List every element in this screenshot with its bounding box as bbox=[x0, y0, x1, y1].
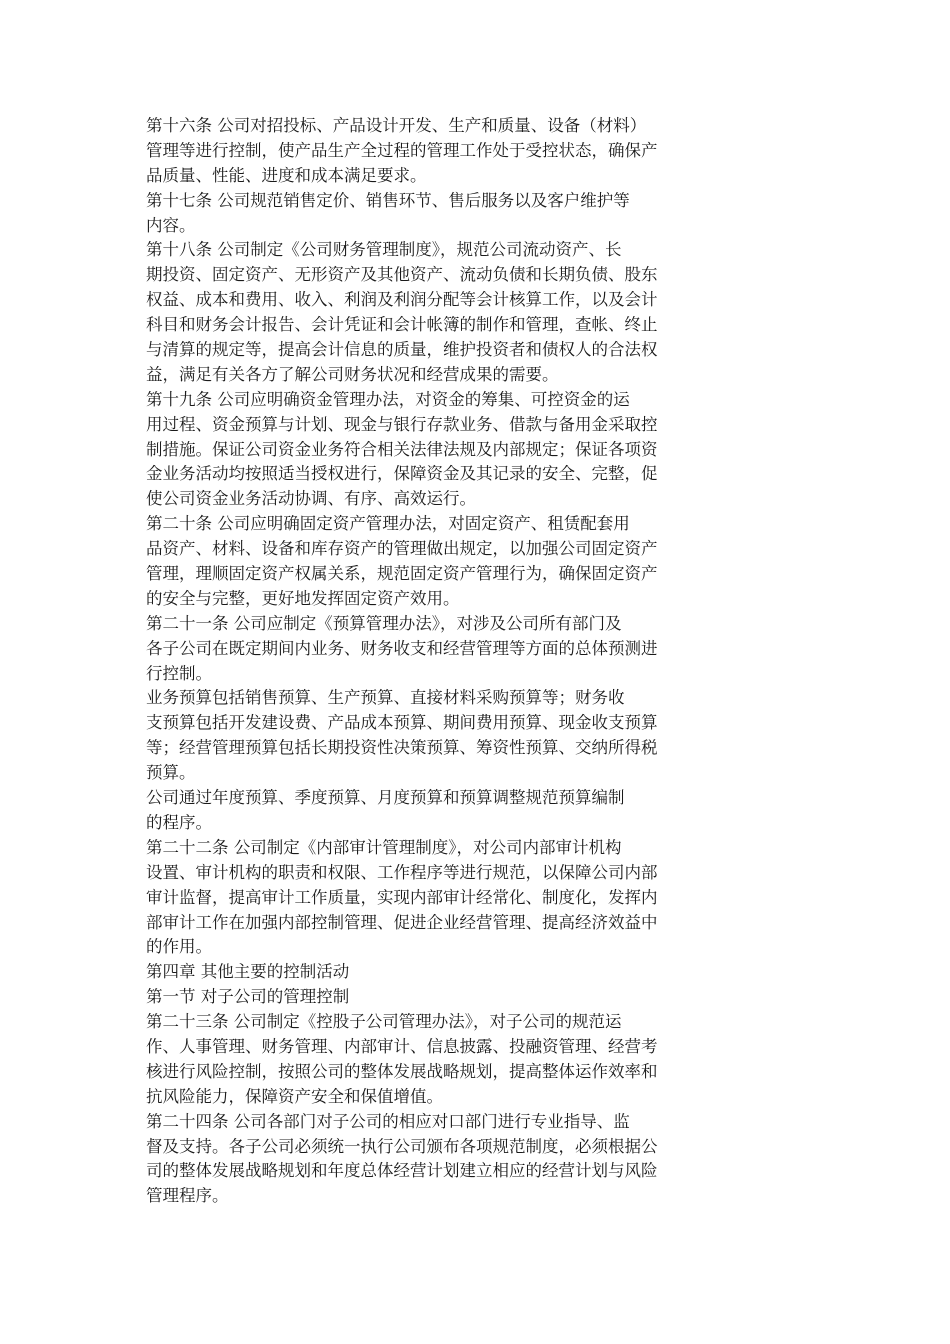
text-line: 第十八条 公司制定《公司财务管理制度》，规范公司流动资产、长 bbox=[146, 240, 622, 260]
text-line: 等；经营管理预算包括长期投资性决策预算、筹资性预算、交纳所得税 bbox=[146, 738, 658, 758]
text-line: 与清算的规定等，提高会计信息的质量，维护投资者和债权人的合法权 bbox=[146, 340, 658, 360]
text-line: 作、人事管理、财务管理、内部审计、信息披露、投融资管理、经营考 bbox=[146, 1036, 658, 1056]
text-line: 支预算包括开发建设费、产品成本预算、期间费用预算、现金收支预算 bbox=[146, 713, 658, 733]
text-line: 制措施。保证公司资金业务符合相关法律法规及内部规定；保证各项资 bbox=[146, 439, 658, 459]
text-line: 第十九条 公司应明确资金管理办法，对资金的筹集、可控资金的运 bbox=[146, 389, 630, 409]
section-heading: 第一节 对子公司的管理控制 bbox=[146, 987, 350, 1007]
text-line: 的作用。 bbox=[146, 937, 212, 957]
text-line: 业务预算包括销售预算、生产预算、直接材料采购预算等；财务收 bbox=[146, 688, 625, 708]
text-line: 权益、成本和费用、收入、利润及利润分配等会计核算工作，以及会计 bbox=[146, 290, 658, 310]
text-line: 科目和财务会计报告、会计凭证和会计帐簿的制作和管理，查帐、终止 bbox=[146, 315, 658, 335]
text-line: 的安全与完整，更好地发挥固定资产效用。 bbox=[146, 588, 460, 608]
text-line: 第二十三条 公司制定《控股子公司管理办法》，对子公司的规范运 bbox=[146, 1012, 622, 1032]
text-line: 第十六条 公司对招投标、产品设计开发、生产和质量、设备（材料） bbox=[146, 116, 647, 135]
document-body bbox=[146, 114, 676, 1209]
text-line: 使公司资金业务活动协调、有序、高效运行。 bbox=[146, 489, 476, 509]
text-line: 第二十条 公司应明确固定资产管理办法，对固定资产、租赁配套用 bbox=[146, 514, 630, 534]
text-line: 抗风险能力，保障资产安全和保值增值。 bbox=[146, 1086, 443, 1106]
text-line: 公司通过年度预算、季度预算、月度预算和预算调整规范预算编制 bbox=[146, 788, 625, 808]
text-line: 的程序。 bbox=[146, 812, 212, 832]
text-line: 品资产、材料、设备和库存资产的管理做出规定，以加强公司固定资产 bbox=[146, 539, 658, 559]
text-line: 司的整体发展战略规划和年度总体经营计划建立相应的经营计划与风险 bbox=[146, 1161, 658, 1181]
text-line: 督及支持。各子公司必须统一执行公司颁布各项规范制度，必须根据公 bbox=[146, 1136, 658, 1156]
text-line: 品质量、性能、进度和成本满足要求。 bbox=[146, 165, 427, 185]
text-line: 预算。 bbox=[146, 763, 196, 783]
text-line: 行控制。 bbox=[146, 663, 212, 683]
text-line: 设置、审计机构的职责和权限、工作程序等进行规范，以保障公司内部 bbox=[146, 862, 658, 882]
chapter-heading: 第四章 其他主要的控制活动 bbox=[146, 962, 350, 982]
text-line: 部审计工作在加强内部控制管理、促进企业经营管理、提高经济效益中 bbox=[146, 912, 658, 932]
text-line: 用过程、资金预算与计划、现金与银行存款业务、借款与备用金采取控 bbox=[146, 414, 658, 434]
text-line: 管理，理顺固定资产权属关系，规范固定资产管理行为，确保固定资产 bbox=[146, 564, 658, 584]
text-line: 内容。 bbox=[146, 215, 196, 235]
text-line: 各子公司在既定期间内业务、财务收支和经营管理等方面的总体预测进 bbox=[146, 638, 658, 658]
text-line: 管理等进行控制，使产品生产全过程的管理工作处于受控状态，确保产 bbox=[146, 140, 658, 160]
text-line: 金业务活动均按照适当授权进行，保障资金及其记录的安全、完整，促 bbox=[146, 464, 658, 484]
text-line: 益，满足有关各方了解公司财务状况和经营成果的需要。 bbox=[146, 364, 559, 384]
text-line: 第二十二条 公司制定《内部审计管理制度》，对公司内部审计机构 bbox=[146, 837, 622, 857]
text-line: 第二十一条 公司应制定《预算管理办法》，对涉及公司所有部门及 bbox=[146, 613, 622, 633]
text-line: 第二十四条 公司各部门对子公司的相应对口部门进行专业指导、监 bbox=[146, 1111, 630, 1131]
text-line: 核进行风险控制，按照公司的整体发展战略规划，提高整体运作效率和 bbox=[146, 1061, 658, 1081]
text-line: 期投资、固定资产、无形资产及其他资产、流动负债和长期负债、股东 bbox=[146, 265, 658, 285]
text-line: 审计监督，提高审计工作质量，实现内部审计经常化、制度化，发挥内 bbox=[146, 887, 658, 907]
text-line: 管理程序。 bbox=[146, 1186, 229, 1206]
text-line: 第十七条 公司规范销售定价、销售环节、售后服务以及客户维护等 bbox=[146, 190, 630, 210]
